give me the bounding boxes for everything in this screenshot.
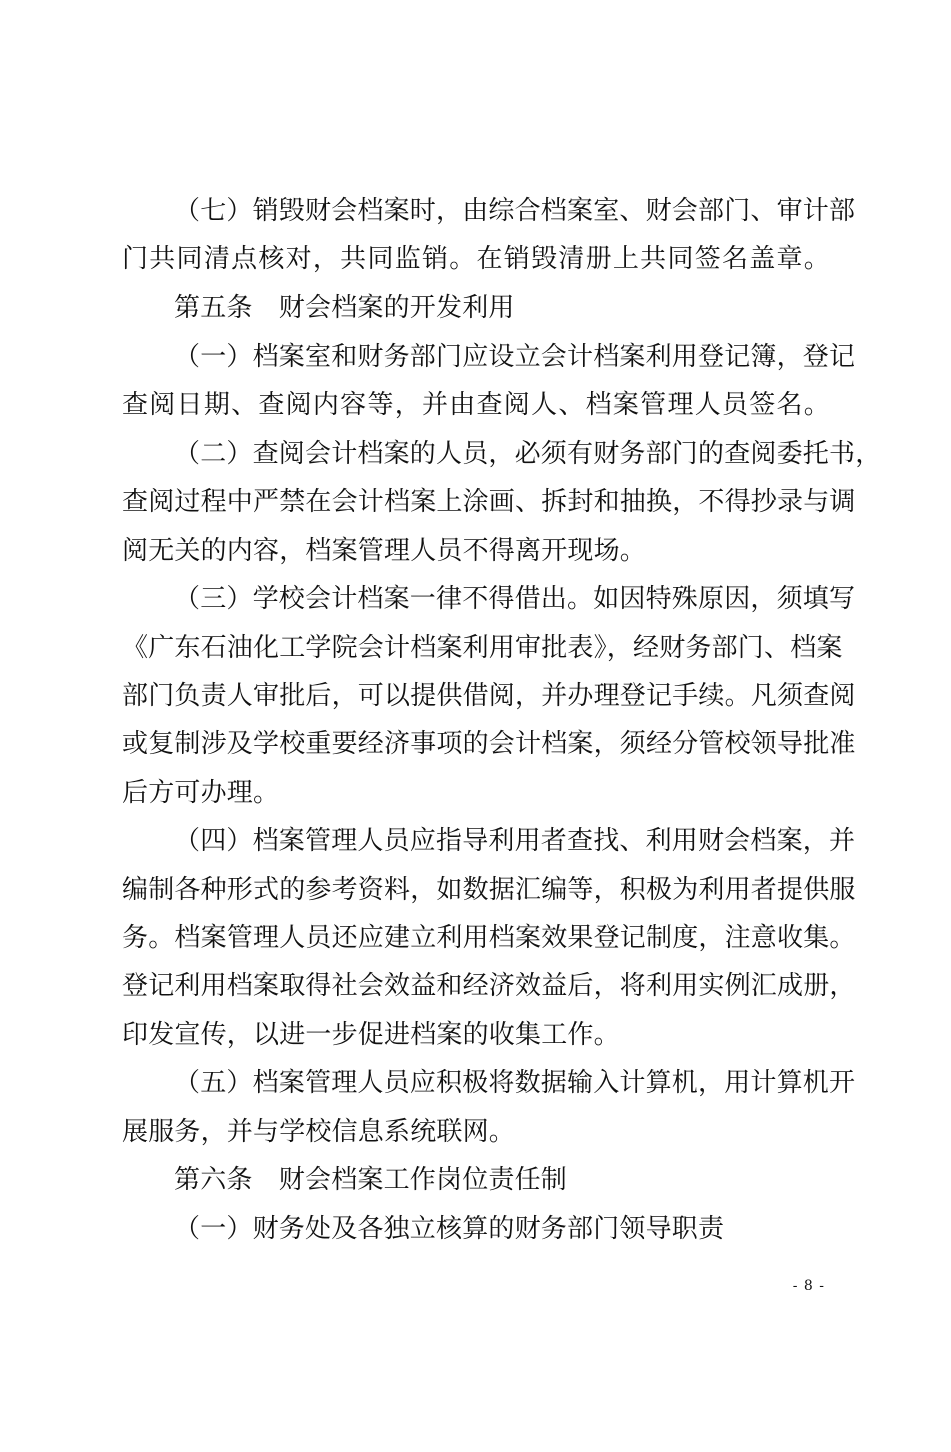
paragraph-line-18: 印发宣传，以进一步促进档案的收集工作。 <box>122 1020 620 1050</box>
paragraph-line-16: 务。档案管理人员还应建立利用档案效果登记制度，注意收集。 <box>122 923 856 953</box>
paragraph-line-22: （一）财务处及各独立核算的财务部门领导职责 <box>174 1214 725 1244</box>
paragraph-line-1: （七）销毁财会档案时，由综合档案室、财会部门、审计部 <box>174 196 856 226</box>
paragraph-line-15: 编制各种形式的参考资料，如数据汇编等，积极为利用者提供服 <box>122 875 856 905</box>
paragraph-line-4: （一）档案室和财务部门应设立会计档案利用登记簿，登记 <box>174 342 856 372</box>
paragraph-line-17: 登记利用档案取得社会效益和经济效益后，将利用实例汇成册， <box>122 971 856 1001</box>
paragraph-line-20: 展服务，并与学校信息系统联网。 <box>122 1117 516 1147</box>
paragraph-line-2: 门共同清点核对，共同监销。在销毁清册上共同签名盖章。 <box>122 244 830 274</box>
paragraph-line-12: 或复制涉及学校重要经济事项的会计档案，须经分管校领导批准 <box>122 729 856 759</box>
paragraph-line-5: 查阅日期、查阅内容等，并由查阅人、档案管理人员签名。 <box>122 390 830 420</box>
section-heading-article-5: 第五条 财会档案的开发利用 <box>174 293 515 323</box>
paragraph-line-19: （五）档案管理人员应积极将数据输入计算机，用计算机开 <box>174 1068 856 1098</box>
paragraph-line-9: （三）学校会计档案一律不得借出。如因特殊原因，须填写 <box>174 584 856 614</box>
paragraph-line-14: （四）档案管理人员应指导利用者查找、利用财会档案，并 <box>174 826 856 856</box>
paragraph-line-13: 后方可办理。 <box>122 778 280 808</box>
paragraph-line-7: 查阅过程中严禁在会计档案上涂画、拆封和抽换，不得抄录与调 <box>122 487 856 517</box>
paragraph-line-10: 《广东石油化工学院会计档案利用审批表》，经财务部门、档案 <box>122 633 843 663</box>
paragraph-line-8: 阅无关的内容，档案管理人员不得离开现场。 <box>122 536 647 566</box>
page-number: - 8 - <box>792 1278 825 1294</box>
paragraph-line-11: 部门负责人审批后，可以提供借阅，并办理登记手续。凡须查阅 <box>122 681 856 711</box>
paragraph-line-6: （二）查阅会计档案的人员，必须有财务部门的查阅委托书， <box>174 439 882 469</box>
section-heading-article-6: 第六条 财会档案工作岗位责任制 <box>174 1165 568 1195</box>
